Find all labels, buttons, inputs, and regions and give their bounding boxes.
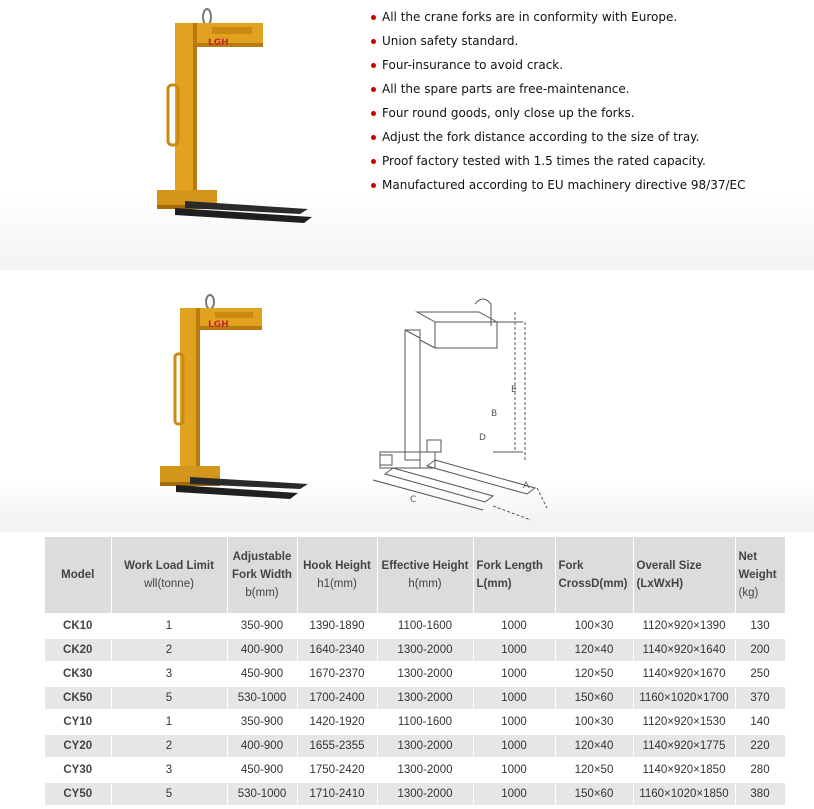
table-cell: 530-1000 bbox=[227, 782, 297, 805]
table-cell: 370 bbox=[735, 686, 785, 710]
table-cell: 1710-2410 bbox=[297, 782, 377, 805]
column-header: Model bbox=[45, 537, 111, 614]
bullet-icon bbox=[371, 87, 376, 92]
table-cell: 1000 bbox=[473, 758, 555, 782]
bullet-icon bbox=[371, 159, 376, 164]
svg-text:A: A bbox=[523, 481, 530, 491]
table-cell: 120×50 bbox=[555, 662, 633, 686]
model-cell: CY30 bbox=[45, 758, 111, 782]
table-cell: 1670-2370 bbox=[297, 662, 377, 686]
table-cell: 1640-2340 bbox=[297, 638, 377, 662]
bullet-icon bbox=[371, 63, 376, 68]
table-cell: 450-900 bbox=[227, 662, 297, 686]
table-cell: 5 bbox=[111, 782, 227, 805]
table-cell: 1140×920×1640 bbox=[633, 638, 735, 662]
table-cell: 1140×920×1670 bbox=[633, 662, 735, 686]
column-header: Fork CrossD(mm) bbox=[555, 537, 633, 614]
column-header: Overall Size (LxWxH) bbox=[633, 537, 735, 614]
table-cell: 1100-1600 bbox=[377, 614, 473, 638]
table-cell: 1 bbox=[111, 614, 227, 638]
table-cell: 1750-2420 bbox=[297, 758, 377, 782]
model-cell: CK50 bbox=[45, 686, 111, 710]
table-cell: 2 bbox=[111, 638, 227, 662]
table-cell: 1160×1020×1700 bbox=[633, 686, 735, 710]
feature-item: Four-insurance to avoid crack. bbox=[368, 53, 745, 77]
specification-table-container bbox=[45, 537, 785, 799]
table-cell: 1140×920×1850 bbox=[633, 758, 735, 782]
table-row bbox=[45, 758, 785, 782]
specification-table bbox=[45, 537, 786, 805]
table-cell: 5 bbox=[111, 686, 227, 710]
column-header: Net Weight (kg) bbox=[735, 537, 785, 614]
model-cell: CY50 bbox=[45, 782, 111, 805]
table-cell: 3 bbox=[111, 758, 227, 782]
table-cell: 120×40 bbox=[555, 638, 633, 662]
table-cell: 280 bbox=[735, 758, 785, 782]
table-cell: 1700-2400 bbox=[297, 686, 377, 710]
feature-item: All the spare parts are free-maintenance. bbox=[368, 77, 745, 101]
feature-item: Union safety standard. bbox=[368, 29, 745, 53]
brand-logo: LGH bbox=[208, 38, 229, 48]
column-header: Adjustable Fork Width b(mm) bbox=[227, 537, 297, 614]
table-cell: 3 bbox=[111, 662, 227, 686]
model-cell: CK10 bbox=[45, 614, 111, 638]
table-cell: 2 bbox=[111, 734, 227, 758]
table-cell: 350-900 bbox=[227, 614, 297, 638]
crane-fork-photo-bottom bbox=[140, 294, 340, 504]
table-row bbox=[45, 686, 785, 710]
table-header-row bbox=[45, 537, 785, 614]
table-cell: 1000 bbox=[473, 614, 555, 638]
table-cell: 350-900 bbox=[227, 710, 297, 734]
feature-item: Adjust the fork distance according to the size of tray. bbox=[368, 125, 745, 149]
table-cell: 140 bbox=[735, 710, 785, 734]
table-cell: 1300-2000 bbox=[377, 662, 473, 686]
top-product-section bbox=[0, 0, 814, 270]
table-cell: 1000 bbox=[473, 662, 555, 686]
table-cell: 1 bbox=[111, 710, 227, 734]
model-cell: CK30 bbox=[45, 662, 111, 686]
svg-text:C: C bbox=[410, 495, 417, 505]
table-cell: 1000 bbox=[473, 782, 555, 805]
model-cell: CY10 bbox=[45, 710, 111, 734]
table-cell: 120×50 bbox=[555, 758, 633, 782]
table-cell: 400-900 bbox=[227, 638, 297, 662]
feature-item: Proof factory tested with 1.5 times the rated capacity. bbox=[368, 149, 745, 173]
table-cell: 250 bbox=[735, 662, 785, 686]
bullet-icon bbox=[371, 183, 376, 188]
table-cell: 1390-1890 bbox=[297, 614, 377, 638]
table-cell: 150×60 bbox=[555, 782, 633, 805]
column-header: Effective Height h(mm) bbox=[377, 537, 473, 614]
table-cell: 1100-1600 bbox=[377, 710, 473, 734]
column-header: Hook Height h1(mm) bbox=[297, 537, 377, 614]
table-cell: 120×40 bbox=[555, 734, 633, 758]
svg-text:E: E bbox=[511, 385, 517, 395]
table-cell: 1140×920×1775 bbox=[633, 734, 735, 758]
table-cell: 1120×920×1530 bbox=[633, 710, 735, 734]
table-cell: 150×60 bbox=[555, 686, 633, 710]
column-header: Work Load Limit wll(tonne) bbox=[111, 537, 227, 614]
table-cell: 1160×1020×1850 bbox=[633, 782, 735, 805]
table-body bbox=[45, 614, 785, 805]
table-row bbox=[45, 734, 785, 758]
bullet-icon bbox=[371, 15, 376, 20]
table-cell: 400-900 bbox=[227, 734, 297, 758]
table-row bbox=[45, 614, 785, 638]
svg-text:B: B bbox=[491, 409, 498, 419]
table-cell: 1000 bbox=[473, 638, 555, 662]
table-cell: 130 bbox=[735, 614, 785, 638]
table-cell: 1300-2000 bbox=[377, 758, 473, 782]
table-cell: 200 bbox=[735, 638, 785, 662]
table-cell: 1300-2000 bbox=[377, 734, 473, 758]
crane-fork-photo-top bbox=[140, 5, 340, 230]
table-cell: 100×30 bbox=[555, 710, 633, 734]
table-cell: 1300-2000 bbox=[377, 686, 473, 710]
table-cell: 530-1000 bbox=[227, 686, 297, 710]
product-images-section bbox=[0, 270, 814, 532]
table-cell: 1120×920×1390 bbox=[633, 614, 735, 638]
table-cell: 1300-2000 bbox=[377, 782, 473, 805]
feature-item: Four round goods, only close up the forks. bbox=[368, 101, 745, 125]
feature-list bbox=[368, 5, 745, 197]
table-cell: 1000 bbox=[473, 686, 555, 710]
table-row bbox=[45, 710, 785, 734]
bullet-icon bbox=[371, 111, 376, 116]
model-cell: CY20 bbox=[45, 734, 111, 758]
table-cell: 1420-1920 bbox=[297, 710, 377, 734]
table-cell: 1000 bbox=[473, 710, 555, 734]
table-cell: 380 bbox=[735, 782, 785, 805]
crane-fork-line-drawing bbox=[365, 292, 565, 522]
table-cell: 100×30 bbox=[555, 614, 633, 638]
table-cell: 450-900 bbox=[227, 758, 297, 782]
column-header: Fork Length L(mm) bbox=[473, 537, 555, 614]
bullet-icon bbox=[371, 135, 376, 140]
table-cell: 1300-2000 bbox=[377, 638, 473, 662]
feature-item: Manufactured according to EU machinery directive 98/37/EC bbox=[368, 173, 745, 197]
brand-logo: LGH bbox=[208, 320, 229, 330]
feature-item: All the crane forks are in conformity with Europe. bbox=[368, 5, 745, 29]
table-cell: 1655-2355 bbox=[297, 734, 377, 758]
table-cell: 220 bbox=[735, 734, 785, 758]
svg-text:D: D bbox=[479, 433, 486, 443]
table-cell: 1000 bbox=[473, 734, 555, 758]
table-row bbox=[45, 782, 785, 805]
model-cell: CK20 bbox=[45, 638, 111, 662]
table-row bbox=[45, 662, 785, 686]
bullet-icon bbox=[371, 39, 376, 44]
table-row bbox=[45, 638, 785, 662]
